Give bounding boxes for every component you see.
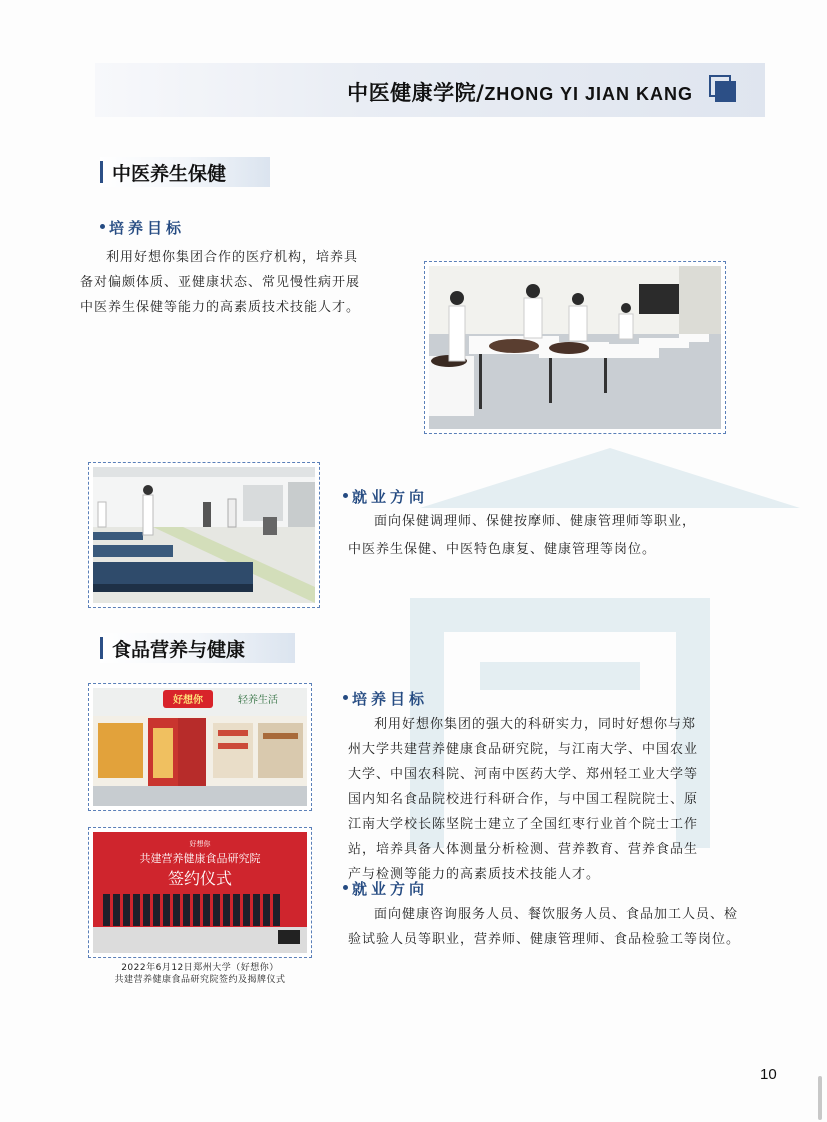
store-brand-sign: 好想你 [173,695,203,706]
scrollbar[interactable] [818,1076,822,1120]
watermark-roof [420,448,800,508]
text-line: 利用好想你集团的强大的科研实力，同时好想你与郑 [374,717,697,732]
career-text-1 [348,509,738,562]
text-line: 大学、中国农科院、河南中医药大学、郑州轻工业大学等 [348,767,699,782]
heading-training-goal-2: 培养目标 [343,688,428,709]
text-line: 验试验人员等职业，营养师、健康管理师、食品检验工等岗位。 [348,932,741,947]
photo-caption [90,962,310,986]
career-text-2 [348,902,748,952]
caption-line: 2022年6月12日郑州大学（好想你） [121,963,279,973]
heading-training-goal-1: 培养目标 [100,217,185,238]
text-line: 江南大学校长陈坚院士建立了全国红枣行业首个院士工作 [348,817,699,832]
heading-career-1: 就业方向 [343,486,428,507]
store-slogan-sign: 轻养生活 [238,695,278,706]
text-line: 产与检测等能力的高素质技术技能人才。 [348,867,601,882]
section-title-tcm [100,157,270,187]
page-title [347,77,693,107]
section-title-food-nutrition [100,633,295,663]
section-bar [100,637,103,659]
college-logo-icon [709,75,737,103]
ceremony-banner-sub: 签约仪式 [167,869,233,888]
page-title-en: ZHONG YI JIAN KANG [484,84,693,104]
text-line: 站，培养具备人体测量分析检测、营养教育、营养食品生 [348,842,699,857]
heading-career-2: 就业方向 [343,878,428,899]
caption-line: 共建营养健康食品研究院签约及揭牌仪式 [114,975,286,985]
text-line: 州大学共建营养健康食品研究院，与江南大学、中国农业 [348,742,699,757]
photo-rehab-hall [88,462,320,608]
training-goal-text-2 [348,712,748,887]
ceremony-banner-top: 好想你 [189,840,211,848]
text-line: 中医养生保健、中医特色康复、健康管理等岗位。 [348,542,657,557]
page-number: 10 [760,1066,777,1083]
photo-massage-class [424,261,726,434]
store-illustration [93,688,307,806]
text-line: 中医养生保健等能力的高素质技术技能人才。 [80,300,361,315]
section-bar [100,161,103,183]
text-line: 面向健康咨询服务人员、餐饮服务人员、食品加工人员、检 [374,907,739,922]
bullet-dot [100,224,105,229]
bullet-dot [343,885,348,890]
rehab-hall-illustration [93,467,315,603]
text-line: 备对偏颇体质、亚健康状态、常见慢性病开展 [80,275,361,290]
training-goal-text-1 [80,245,400,320]
text-line: 面向保健调理师、保健按摩师、健康管理师等职业， [374,514,697,529]
text-line: 利用好想你集团合作的医疗机构，培养具 [106,250,359,265]
header-band [95,63,765,117]
text-line: 国内知名食品院校进行科研合作，与中国工程院院士、原 [348,792,699,807]
ceremony-banner-main: 共建营养健康食品研究院 [139,852,261,865]
ceremony-illustration [93,832,307,953]
watermark-inner [480,630,640,690]
bullet-dot [343,493,348,498]
section-title-text: 食品营养与健康 [112,639,246,661]
bullet-dot [343,695,348,700]
massage-class-illustration [429,266,721,429]
section-title-text: 中医养生保健 [112,163,227,185]
page-title-cn: 中医健康学院/ [347,81,485,105]
photo-signing-ceremony [88,827,312,958]
photo-store [88,683,312,811]
